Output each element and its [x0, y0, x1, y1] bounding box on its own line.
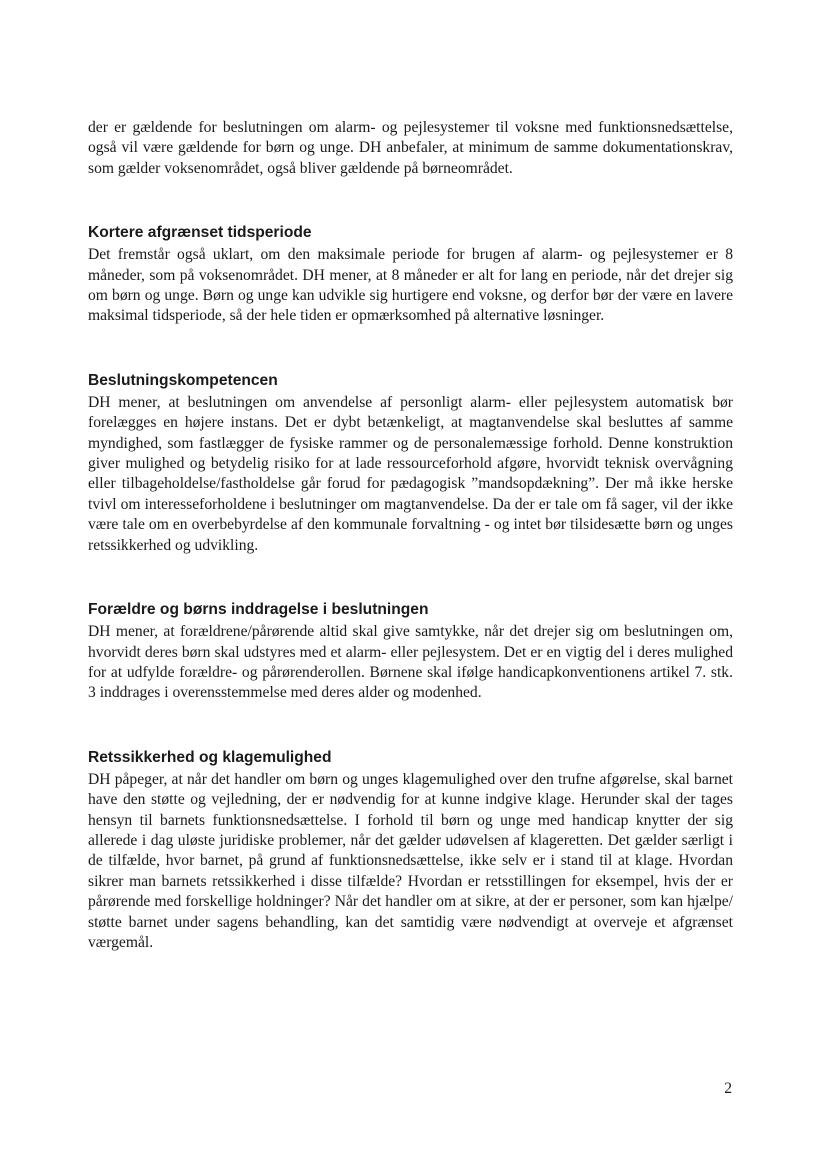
- section-paragraph: DH mener, at beslutningen om anvendelse af personligt alarm- eller pejlesystem automatisk bør forelægges en højere instans. Det er dybt betænkeligt, at magtanvendelse skal besluttes af samme myndighed, som fastlægger de fysiske rammer og de personalemæssige forhold. Denne konstruktion giver mulighed og betydelig risiko for at lade ressourceforhold afgøre, hvorvidt teknisk overvågning eller tilbageholdelse/fastholdelse går forud for pædagogisk ”mandsopdækning”. Der må ikke herske tvivl om interesseforholdene i beslutninger om magtanvendelse. Da der er tale om få sager, vil der ikke være tale om en overbebyrdelse af den kommunale forvaltning - og intet bør tilsidesætte børn og unges retssikkerhed og udvikling.: [88, 393, 733, 554]
- document-page: [88, 118, 733, 953]
- section-heading: Kortere afgrænset tidsperiode: [88, 224, 312, 242]
- section-parent-involvement: [88, 600, 733, 704]
- section-paragraph: DH påpeger, at når det handler om børn og unges klagemulighed over den trufne afgørelse, skal barnet have den støtte og vejledning, der er nødvendig for at kunne indgive klage. Herunder skal der tages hensyn til barnets funktionsnedsættelse. I forhold til børn og unge med handicap knytter der sig allerede i dag uløste juridiske problemer, når det gælder udøvelsen af klageretten. Det gælder særligt i de tilfælde, hvor barnet, på grund af funktionsnedsættelse, ikke selv er i stand til at klage. Hvordan sikrer man barnets retssikkerhed i disse tilfælde? Hvordan er retsstillingen for eksempel, hvis der er pårørende med forskellige holdninger? Når det handler om at sikre, at der er personer, som kan hjælpe/ støtte barnet under sagens behandling, kan det samtidig være nødvendigt at overveje et afgrænset værgemål.: [88, 770, 733, 951]
- page-number: 2: [724, 1080, 732, 1097]
- intro-paragraph: der er gældende for beslutningen om alarm- og pejlesystemer til voksne med funktionsnedsættelse, også vil være gældende for børn og unge. DH anbefaler, at minimum de samme dokumentationskrav, som gælder voksenområdet, også bliver gældende på børneområdet.: [88, 119, 733, 177]
- section-paragraph: Det fremstår også uklart, om den maksimale periode for brugen af alarm- og pejlesystemer er 8 måneder, som på voksenområdet. DH mener, at 8 måneder er alt for lang en periode, når det drejer sig om børn og unge. Børn og unge kan udvikle sig hurtigere end voksne, og derfor bør der være en lavere maksimal tidsperiode, så der hele tiden er opmærksomhed på alternative løsninger.: [88, 246, 733, 325]
- section-legal-security: [88, 748, 733, 954]
- section-paragraph: DH mener, at forældrene/pårørende altid skal give samtykke, når det drejer sig om beslutningen om, hvorvidt deres børn skal udstyres med et alarm- eller pejlesystem. Det er en vigtig del i deres mulighed for at udfylde forældre- og pårørenderollen. Børnene skal ifølge handicapkonventionens artikel 7. stk. 3 inddrages i overensstemmelse med deres alder og modenhed.: [88, 623, 733, 702]
- section-heading: Forældre og børns inddragelse i beslutningen: [88, 601, 429, 619]
- section-decision-competence: [88, 371, 733, 556]
- section-heading: Beslutningskompetencen: [88, 371, 278, 389]
- section-time-period: [88, 223, 733, 327]
- section-heading: Retssikkerhed og klagemulighed: [88, 748, 332, 766]
